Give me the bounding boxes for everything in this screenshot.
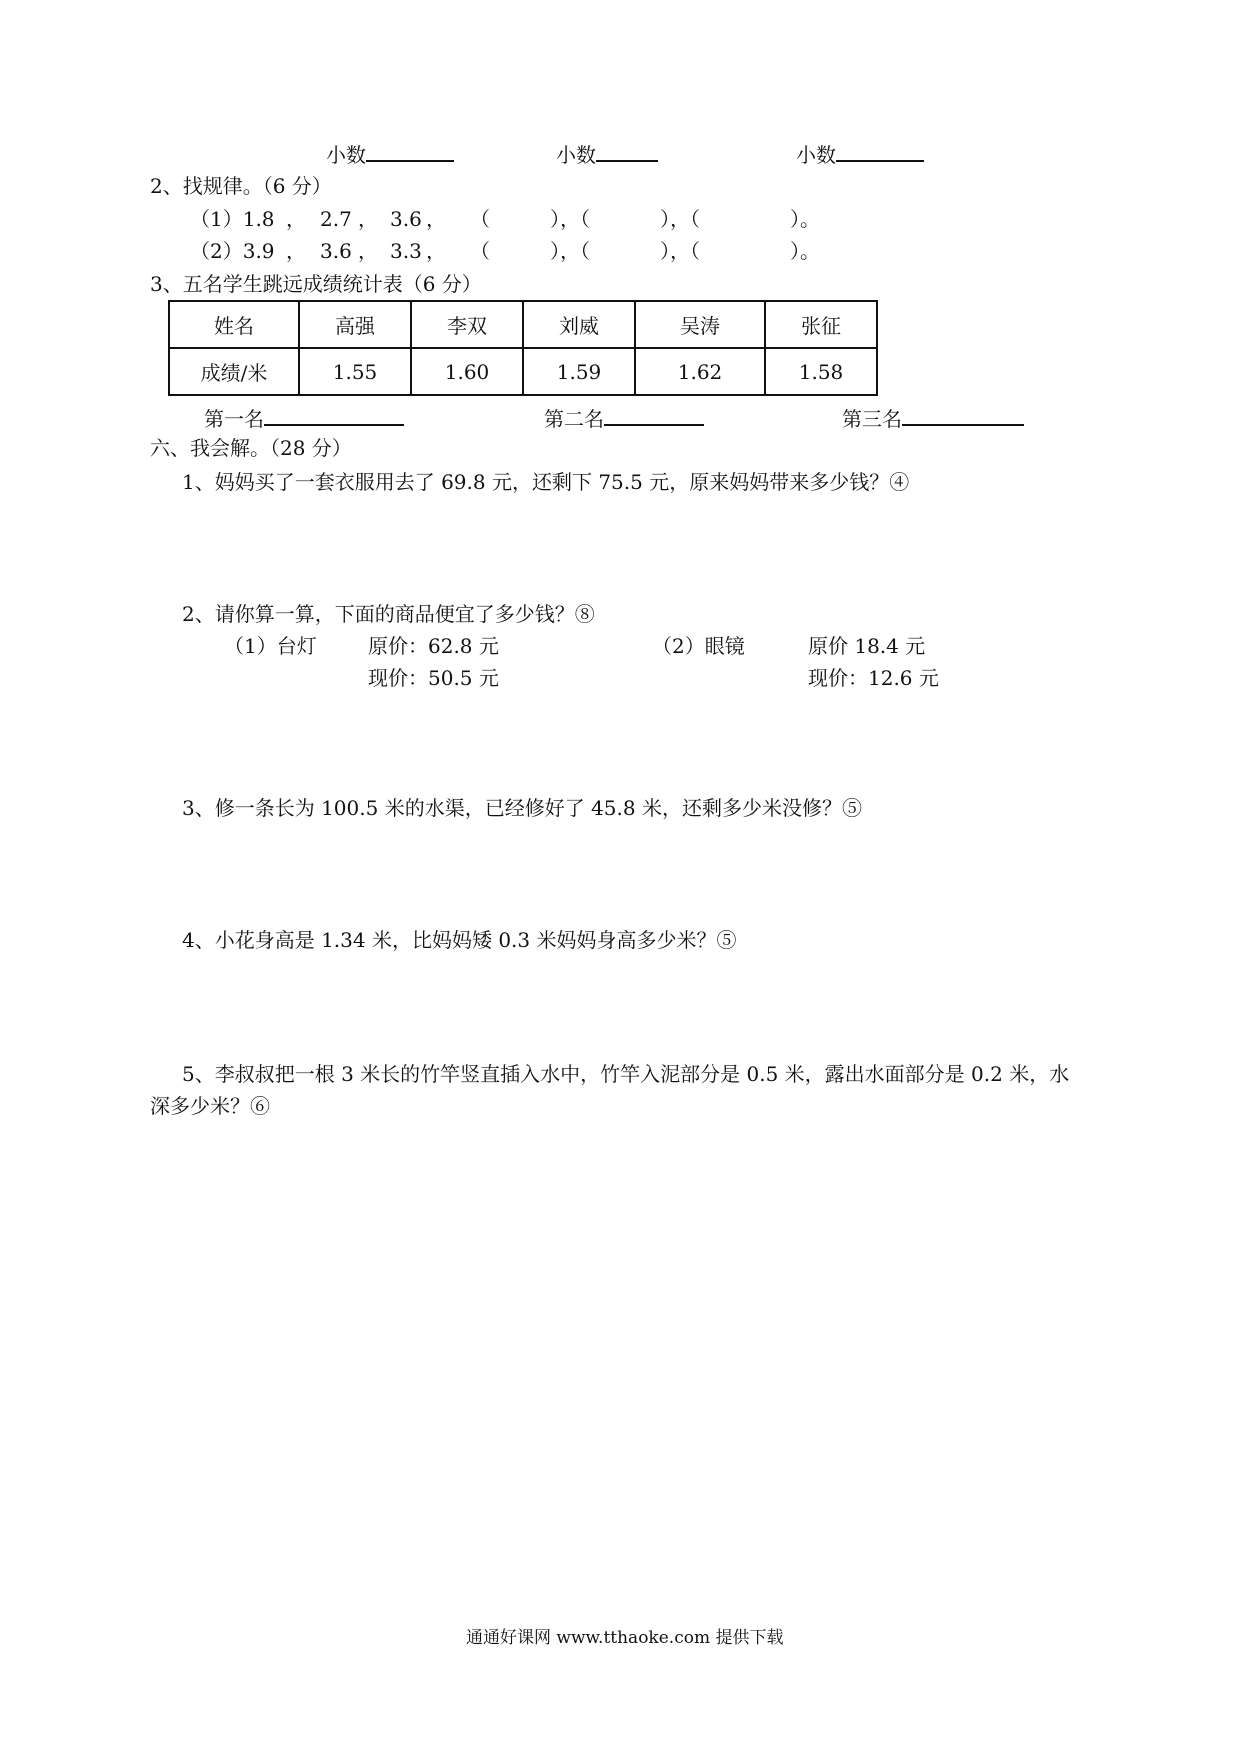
rank-first: 第一名 [204, 404, 404, 431]
comma: ， [286, 239, 306, 263]
table-cell: 姓名 [169, 301, 299, 348]
table-cell: 刘威 [523, 301, 635, 348]
table-cell: 1.62 [635, 348, 765, 395]
decimal-blank-3: 小数 [796, 140, 924, 167]
q2-heading: 2、找规律。（6 分） [150, 174, 332, 198]
problem-2-glasses-current: 现价：12.6 元 [808, 666, 939, 690]
problem-2-lamp-label: （1）台灯 [224, 634, 317, 658]
decimal-blank-2: 小数 [556, 140, 658, 167]
section6-heading: 六、我会解。（28 分） [150, 436, 352, 460]
decimal-blank-1: 小数 [326, 140, 454, 167]
problem-5-line-1: 5、李叔叔把一根 3 米长的竹竿竖直插入水中，竹竿入泥部分是 0.5 米，露出水面部分是 0.2 米，水 [182, 1062, 1070, 1086]
table-cell: 1.58 [765, 348, 877, 395]
problem-2: 2、请你算一算，下面的商品便宜了多少钱？⑧ [182, 602, 595, 626]
answer-paren: ）。 [790, 239, 820, 263]
table-cell: 吴涛 [635, 301, 765, 348]
answer-paren: ），（ [550, 239, 590, 263]
comma: ， [426, 207, 446, 231]
long-jump-table [168, 300, 878, 396]
sequence-term: （1）1.8 [190, 207, 275, 231]
sequence-term: 3.3 [390, 239, 422, 263]
table-cell: 成绩/米 [169, 348, 299, 395]
table-cell: 张征 [765, 301, 877, 348]
table-header-row [169, 301, 877, 348]
table-cell: 1.59 [523, 348, 635, 395]
problem-5-line-2: 深多少米？⑥ [150, 1094, 270, 1118]
problem-3: 3、修一条长为 100.5 米的水渠，已经修好了 45.8 米，还剩多少米没修？⑤ [182, 796, 862, 820]
answer-paren: ），（ [660, 239, 700, 263]
comma: ， [358, 239, 378, 263]
problem-2-lamp-current: 现价：50.5 元 [368, 666, 499, 690]
comma: ， [426, 239, 446, 263]
problem-4: 4、小花身高是 1.34 米，比妈妈矮 0.3 米妈妈身高多少米？⑤ [182, 928, 737, 952]
sequence-term: 3.6 [320, 239, 352, 263]
problem-2-lamp-original: 原价：62.8 元 [368, 634, 499, 658]
table-cell: 1.60 [411, 348, 523, 395]
rank-third: 第三名 [842, 404, 1024, 431]
answer-paren: ）。 [790, 207, 820, 231]
problem-2-glasses-original: 原价 18.4 元 [808, 634, 926, 658]
answer-paren: ），（ [660, 207, 700, 231]
rank-second: 第二名 [544, 404, 704, 431]
table-cell: 高强 [299, 301, 411, 348]
sequence-term: 2.7 [320, 207, 352, 231]
comma: ， [358, 207, 378, 231]
sequence-term: 3.6 [390, 207, 422, 231]
page-footer: 通通好课网 www.tthaoke.com 提供下载 [466, 1628, 784, 1648]
answer-paren: （ [470, 207, 490, 231]
sequence-term: （2）3.9 [190, 239, 275, 263]
table-cell: 李双 [411, 301, 523, 348]
comma: ， [286, 207, 306, 231]
table-cell: 1.55 [299, 348, 411, 395]
answer-paren: ），（ [550, 207, 590, 231]
problem-2-glasses-label: （2）眼镜 [652, 634, 745, 658]
table-row [169, 348, 877, 395]
problem-1: 1、妈妈买了一套衣服用去了 69.8 元，还剩下 75.5 元，原来妈妈带来多少钱？④ [182, 470, 910, 494]
answer-paren: （ [470, 239, 490, 263]
q3-heading: 3、五名学生跳远成绩统计表（6 分） [150, 272, 482, 296]
